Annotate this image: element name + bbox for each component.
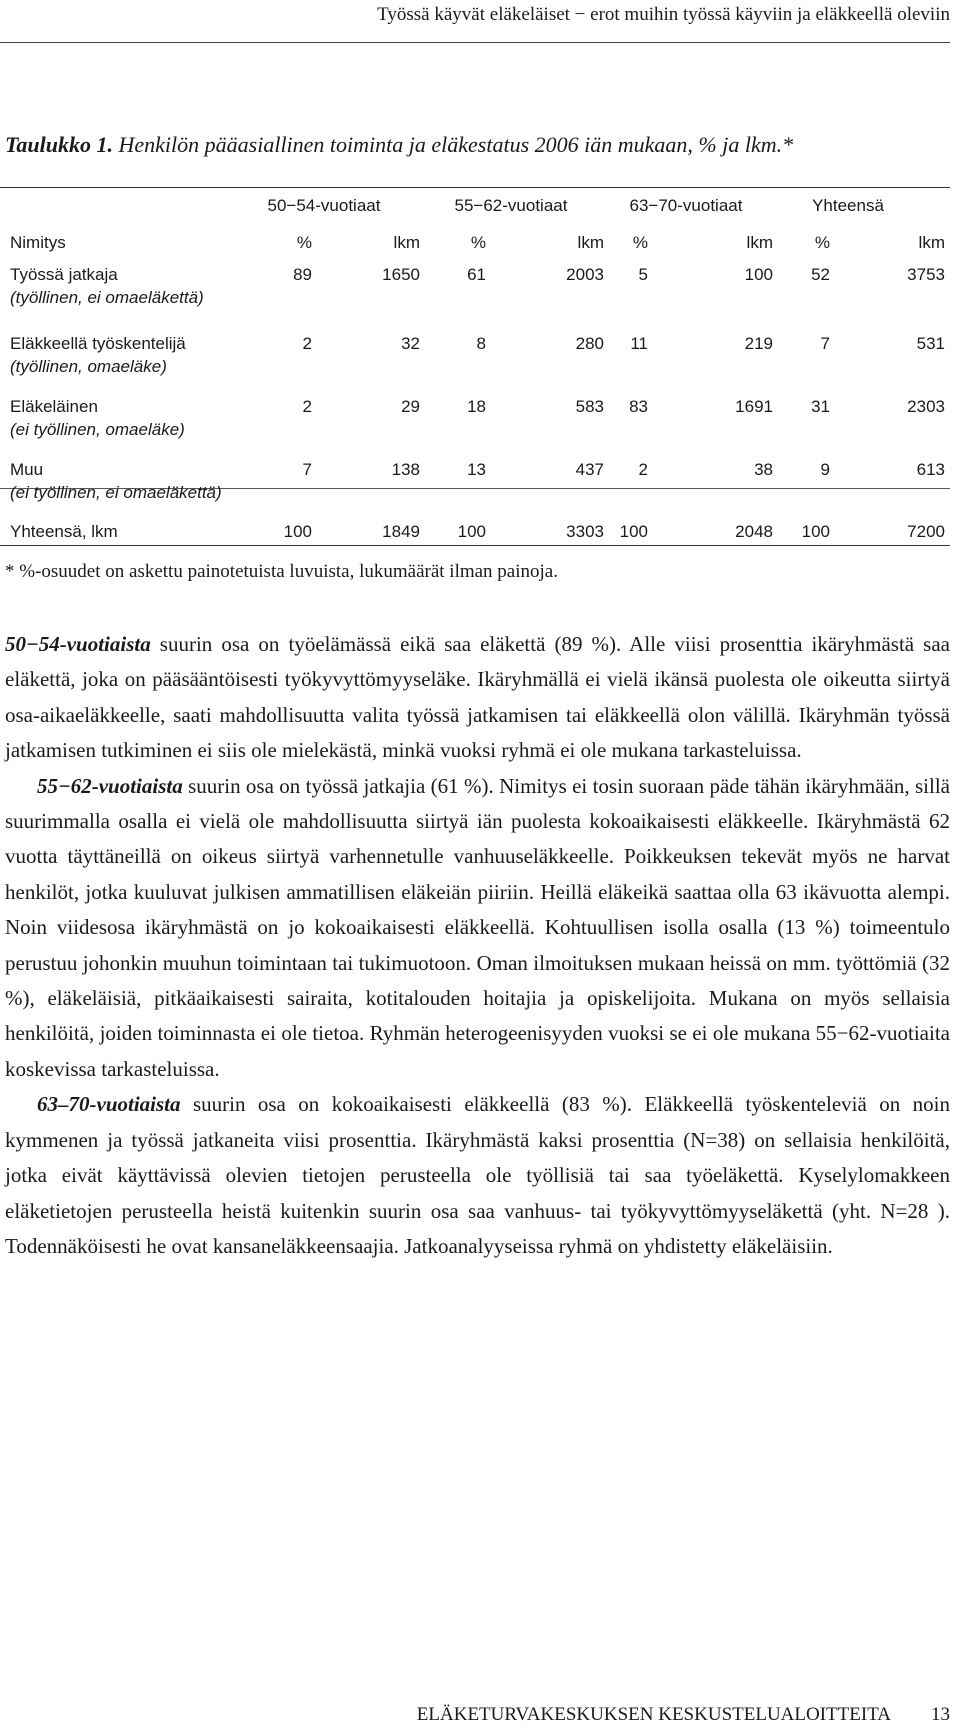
table-cell: 2 [302,334,312,353]
total-cell: 7200 [907,522,945,541]
page-footer [0,1700,950,1730]
table-cell: 1650 [382,265,420,284]
table-footnote: * %-osuudet on askettu painotetuista luvuista, lukumäärät ilman painoja. [5,561,558,582]
table-cell: 3753 [907,265,945,284]
row-sublabel: (työllinen, ei omaeläkettä) [10,288,204,307]
paragraph-3-text: suurin osa on kokoaikaisesti eläkkeellä (83 %). Eläkkeellä työskenteleviä on noin kymmenen ja työssä jatkaneita viisi prosenttia. Ikäryhmästä kaksi prosenttia (N=38) on sellaisia henkilöitä, jotka eivät käyttävissä olevien tietojen perusteella ole työllisiä tai saa työeläkettä. Kyselylomakkeen eläketietojen perusteella heistä kuitenkin suurin osa saa vanhuus- tai työkyvyttömyyseläkettä (yht. N=28 ). Todennäköisesti he ovat kansaneläkkeensaajia. Jatkoanalyyseissa ryhmä on yhdistetty eläkeläisiin. [5,1092,950,1258]
table-cell: 613 [916,460,945,479]
table-cell: 9 [820,460,830,479]
table-cell: 2303 [907,397,945,416]
table-cell: 5 [638,265,648,284]
table-cell: 531 [916,334,945,353]
row-label: Muu [10,460,44,479]
table-cell: 280 [575,334,604,353]
total-cell: 100 [457,522,486,541]
total-cell: 100 [283,522,312,541]
total-row-label: Yhteensä, lkm [10,522,118,541]
table-cell: 7 [302,460,312,479]
unit-header: lkm [393,233,420,252]
table-cell: 138 [391,460,420,479]
row-sublabel: (ei työllinen, omaeläke) [10,420,185,439]
table-cell: 437 [575,460,604,479]
table-cell: 583 [575,397,604,416]
total-cell: 2048 [735,522,773,541]
table-caption-text: Henkilön pääasiallinen toiminta ja eläkestatus 2006 iän mukaan, % ja lkm.* [118,132,794,157]
row-header-label: Nimitys [10,233,66,252]
row-label: Eläkkeellä työskentelijä [10,334,186,353]
page-number: 13 [931,1704,950,1725]
table-cell: 13 [467,460,486,479]
table-cell: 100 [744,265,773,284]
total-cell: 100 [801,522,830,541]
table-cell: 61 [467,265,486,284]
unit-header: lkm [746,233,773,252]
row-label: Työssä jatkaja [10,265,118,284]
unit-header: % [814,233,830,252]
table-top-rule [0,187,950,188]
row-label: Eläkeläinen [10,397,98,416]
table-cell: 2003 [566,265,604,284]
row-sublabel: (ei työllinen, ei omaeläkettä) [10,483,222,502]
total-cell: 100 [619,522,648,541]
table-bottom-rule [0,545,950,546]
total-cell: 1849 [382,522,420,541]
age-group-header: 50−54-vuotiaat [267,196,381,215]
running-header: Työssä käyvät eläkeläiset − erot muihin työssä käyviin ja eläkkeellä oleviin [377,4,950,25]
age-group-header: 63−70-vuotiaat [629,196,743,215]
table-cell: 52 [811,265,830,284]
unit-header: % [632,233,648,252]
table-cell: 29 [401,397,420,416]
paragraph-3 [5,1087,950,1264]
paragraph-1-lead: 50−54-vuotiaista [5,632,151,656]
row-sublabel: (työllinen, omaeläke) [10,357,167,376]
paragraph-1-text: suurin osa on työelämässä eikä saa eläkettä (89 %). Alle viisi prosenttia ikäryhmästä saa eläkettä, joka on pääsääntöisesti työkyvyttömyyseläke. Ikäryhmällä ei vielä ikänsä puolesta ole oikeutta siirtyä osa-aikaeläkkeelle, saati mahdollisuutta valita työssä jatkamisen tai eläkkeellä olon välillä. Ikäryhmän työssä jatkamisen tutkiminen ei siis ole mielekästä, minkä vuoksi ryhmä ei ole mukana tarkasteluissa. [5,632,950,763]
paragraph-2 [5,769,950,1088]
table-cell: 32 [401,334,420,353]
table-cell: 2 [302,397,312,416]
total-cell: 3303 [566,522,604,541]
table-cell: 83 [629,397,648,416]
paragraph-2-lead: 55−62-vuotiaista [37,773,183,798]
table-cell: 38 [754,460,773,479]
unit-header: % [296,233,312,252]
age-group-header: Yhteensä [812,196,884,215]
paragraph-1 [5,627,950,769]
paragraph-2-text: suurin osa on työssä jatkajia (61 %). Nimitys ei tosin suoraan päde tähän ikäryhmään, sillä suurimmalla osalla ei vielä ole mahdollisuutta siirtyä iän puolesta kokoaikaisesti eläkkeelle. Ikäryhmästä 62 vuotta täyttäneillä on oikeus siirtyä varhennetulle vanhuuseläkkeelle. Poikkeuksen tekevät myös ne harvat henkilöt, jotka kuuluvat julkisen ammatillisen eläkeiän piiriin. Heillä eläkeikä saattaa olla 63 ikävuotta alempi. Noin viidesosa ikäryhmästä on jo kokoaikaisesti eläkkeellä. Kohtuullisen isolla osalla (13 %) toimeentulo perustuu johonkin muuhun toimintaan tai tukimuotoon. Oman ilmoituksen mukaan heissä on mm. työttömiä (32 %), eläkeläisiä, pitkäaikaisesti sairaita, kotitalouden hoitajia ja opiskelijoita. Mukana on myös sellaisia henkilöitä, joiden toiminnasta ei ole tietoa. Ryhmän heterogeenisyyden vuoksi se ei ole mukana 55−62-vuotiaita koskevissa tarkasteluissa. [5,773,950,1081]
table-cell: 7 [820,334,830,353]
table-caption [5,132,793,158]
unit-header: lkm [918,233,945,252]
unit-header: % [470,233,486,252]
table-cell: 18 [467,397,486,416]
table-cell: 2 [638,460,648,479]
table-cell: 8 [476,334,486,353]
paragraph-3-lead: 63–70-vuotiaista [37,1092,181,1117]
table-caption-number: Taulukko 1. [5,132,114,157]
footer-publisher: ELÄKETURVAKESKUKSEN KESKUSTELUALOITTEITA [416,1704,891,1725]
table-cell: 219 [744,334,773,353]
body-text [5,627,950,1264]
header-rule [0,42,950,43]
table-cell: 1691 [735,397,773,416]
table-cell: 31 [811,397,830,416]
table-cell: 11 [630,334,648,353]
unit-header: lkm [577,233,604,252]
table-cell: 89 [293,265,312,284]
age-group-header: 55−62-vuotiaat [454,196,568,215]
